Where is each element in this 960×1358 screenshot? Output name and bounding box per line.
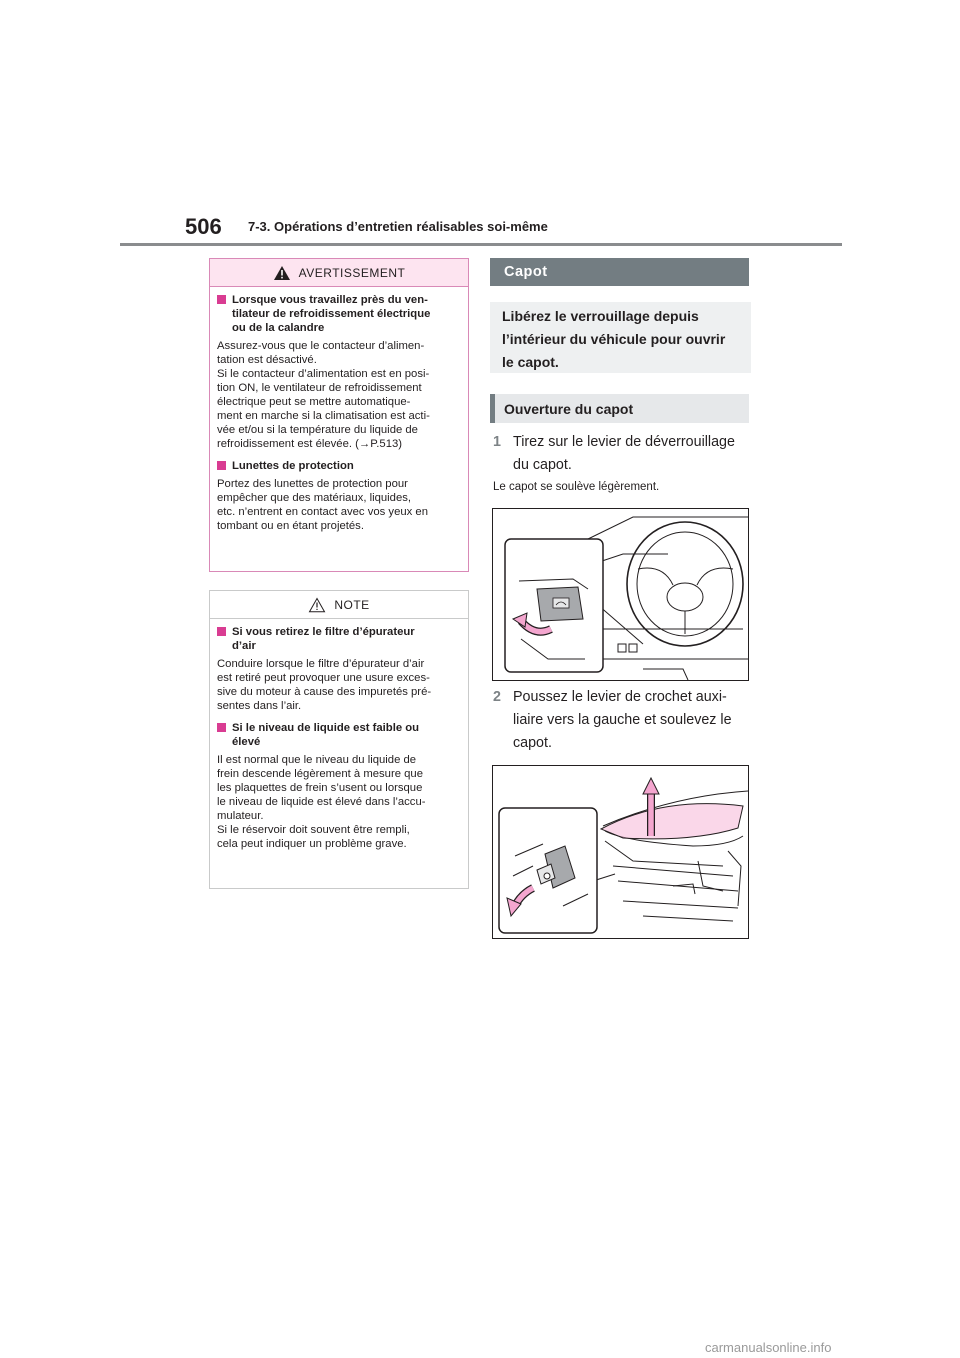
page-number: 506 xyxy=(185,214,222,239)
bullet-square-icon xyxy=(217,723,226,732)
step-1-line: du capot. xyxy=(513,457,572,473)
note-item2-title-l2: élevé xyxy=(232,736,261,748)
note-item2-text xyxy=(217,753,461,851)
text-line: électrique peut se mettre automatique- xyxy=(217,396,411,408)
text-line: Conduire lorsque le filtre d’épurateur d’air xyxy=(217,658,425,670)
ouverture-subsection-title: Ouverture du capot xyxy=(490,394,749,423)
step-1-line: Tirez sur le levier de déverrouillage xyxy=(513,434,735,450)
text-line: etc. n’entrent en contact avec vos yeux en xyxy=(217,506,429,518)
header-rule xyxy=(120,243,842,246)
warning-item2-title: Lunettes de protection xyxy=(217,459,461,473)
intro-line: le capot. xyxy=(502,354,559,370)
text-line: empêcher que des matériaux, liquides, xyxy=(217,492,412,504)
bullet-square-icon xyxy=(217,627,226,636)
warning-item1-text xyxy=(217,339,461,451)
bullet-square-icon xyxy=(217,295,226,304)
text-line: Il est normal que le niveau du liquide de xyxy=(217,754,417,766)
text-line: ment en marche si la climatisation est acti- xyxy=(217,410,430,422)
bullet-square-icon xyxy=(217,461,226,470)
capot-section-title: Capot xyxy=(490,258,749,286)
step-2 xyxy=(493,686,753,755)
text-line: les plaquettes de frein s’usent ou lorsque xyxy=(217,782,423,794)
text-line: tion ON, le ventilateur de refroidissement xyxy=(217,382,422,394)
intro-line: Libérez le verrouillage depuis xyxy=(502,308,699,324)
warning-title: AVERTISSEMENT xyxy=(298,265,406,280)
step-1-number: 1 xyxy=(493,434,501,450)
intro-line: l’intérieur du véhicule pour ouvrir xyxy=(502,331,726,347)
text-line: vée et/ou si la température du liquide de xyxy=(217,424,418,436)
text-line: tation est désactivé. xyxy=(217,354,317,366)
page-reference: refroidissement est élevée. (→P.513) xyxy=(217,438,403,450)
text-line: sive du moteur à cause des impuretés pré- xyxy=(217,686,432,698)
text-line: frein descende légèrement à mesure que xyxy=(217,768,423,780)
warning-item1-title-l2: tilateur de refroidissement électrique xyxy=(232,308,431,320)
text-line: est retiré peut provoquer une usure exces- xyxy=(217,672,430,684)
note-item1-text xyxy=(217,657,461,713)
warning-item1-title: Lorsque vous travaillez près du ven- xyxy=(217,293,461,307)
section-heading: 7-3. Opérations d’entretien réalisables soi-même xyxy=(248,219,548,234)
text-line: mulateur. xyxy=(217,810,264,822)
auxiliary-catch-illustration xyxy=(492,765,749,939)
text-line: Si le contacteur d’alimentation est en posi- xyxy=(217,368,430,380)
step-2-number: 2 xyxy=(493,689,501,705)
text-line: sentes dans l’air. xyxy=(217,700,302,712)
note-item2-title: Si le niveau de liquide est faible ou xyxy=(217,721,461,735)
note-title: NOTE xyxy=(334,597,370,612)
caution-triangle-icon xyxy=(308,597,326,613)
hood-release-lever-illustration xyxy=(492,508,749,681)
text-line: tombant ou en étant projetés. xyxy=(217,520,364,532)
capot-intro xyxy=(490,302,751,373)
step-2-line: capot. xyxy=(513,735,552,751)
step-1 xyxy=(493,431,753,477)
note-header xyxy=(210,591,468,619)
text-line: Portez des lunettes de protection pour xyxy=(217,478,408,490)
note-item1-title: Si vous retirez le filtre d’épurateur xyxy=(217,625,461,639)
text-line: Si le réservoir doit souvent être rempli, xyxy=(217,824,410,836)
step-1-note: Le capot se soulève légèrement. xyxy=(493,481,660,493)
hood-release-lever-drawing xyxy=(493,509,748,680)
note-box xyxy=(209,590,469,889)
text-line: Assurez-vous que le contacteur d’alimen- xyxy=(217,340,425,352)
text-line: le niveau de liquide est élevé dans l’accu- xyxy=(217,796,426,808)
warning-header xyxy=(210,259,468,287)
watermark: carmanualsonline.info xyxy=(705,1340,832,1355)
auxiliary-catch-drawing xyxy=(493,766,748,938)
warning-triangle-icon xyxy=(273,265,291,281)
warning-item1-title-l3: ou de la calandre xyxy=(232,322,325,334)
text-line: cela peut indiquer un problème grave. xyxy=(217,838,407,850)
step-2-line: liaire vers la gauche et soulevez le xyxy=(513,712,732,728)
warning-item2-text xyxy=(217,477,461,533)
note-item1-title-l2: d’air xyxy=(232,640,256,652)
step-2-line: Poussez le levier de crochet auxi- xyxy=(513,689,727,705)
warning-box xyxy=(209,258,469,572)
